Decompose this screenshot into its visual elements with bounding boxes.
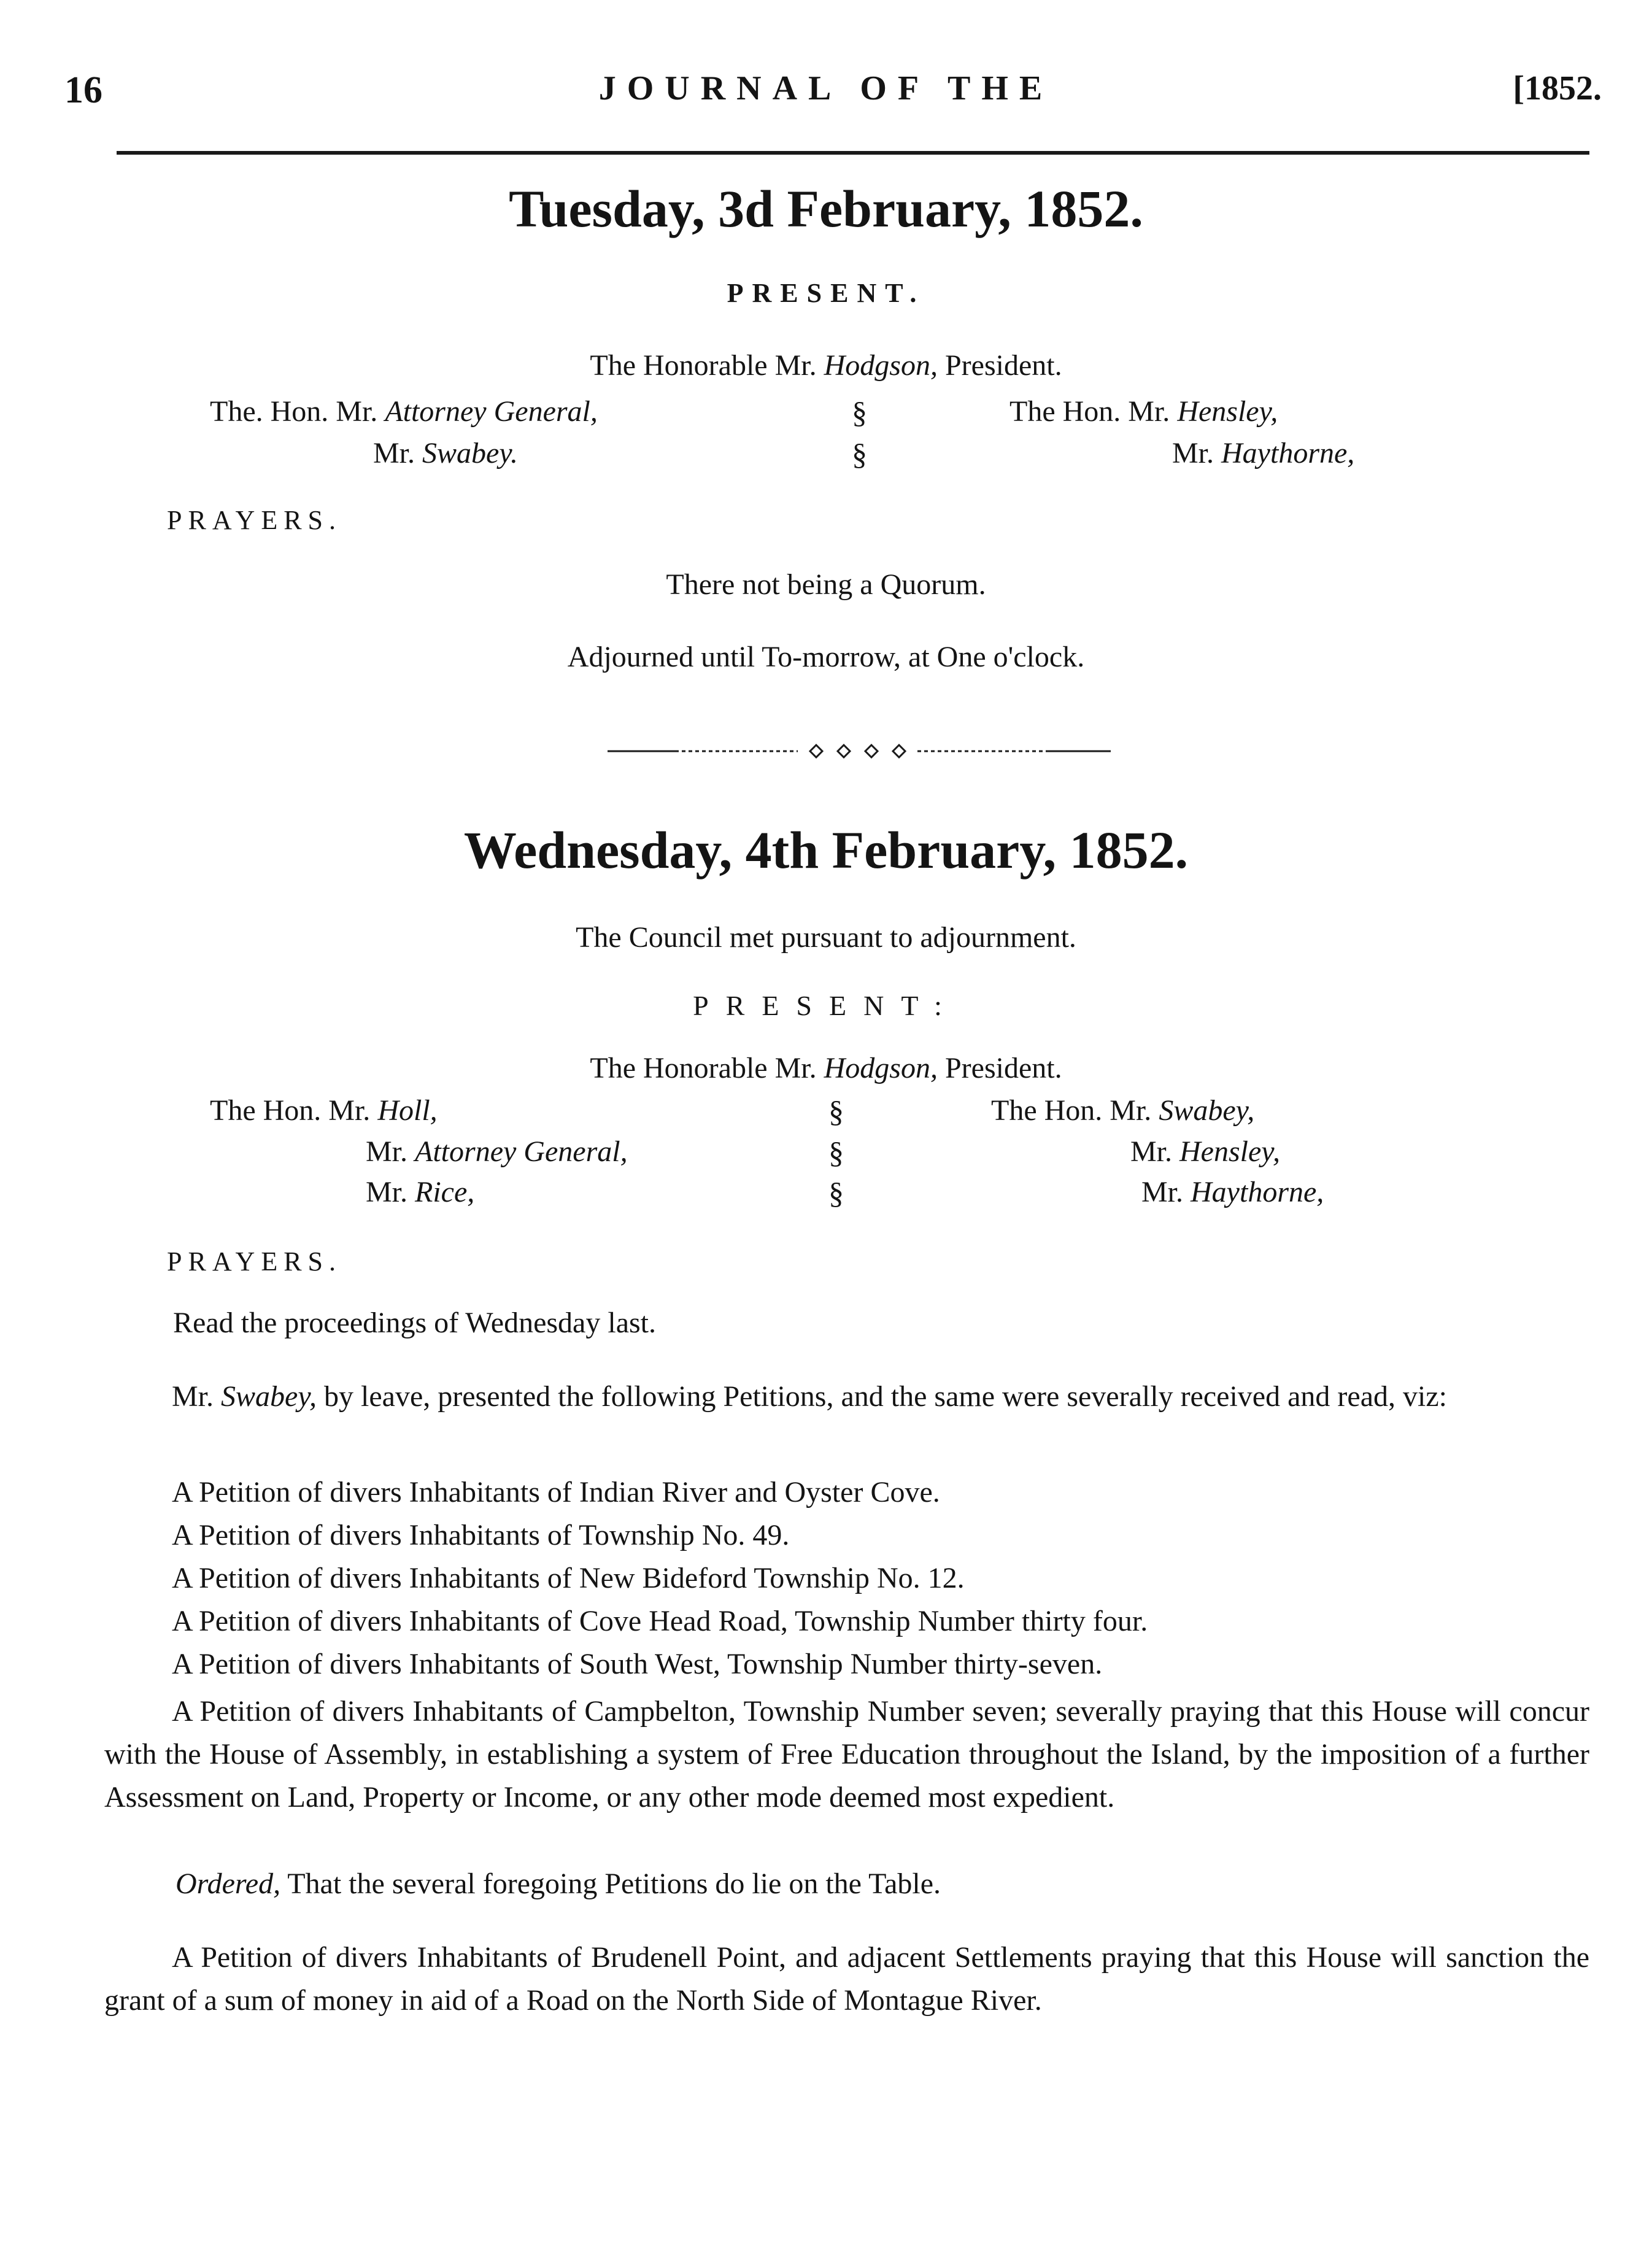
petition-item: A Petition of divers Inhabitants of Indian River and Oyster Cove. [172,1476,940,1508]
member-name: Rice, [415,1176,475,1208]
member-prefix: The. Hon. Mr. [210,395,378,428]
header-rule [117,151,1589,155]
ornament-divider [608,744,1111,759]
member-name: Swabey. [422,437,518,469]
meeting2-member-right-3 [1141,1175,1324,1209]
president-title: President. [944,1052,1062,1084]
swabey-mr: Mr. [172,1380,214,1413]
member-prefix: The Hon. Mr. [210,1094,371,1127]
ordered-line [176,1867,941,1901]
member-prefix: Mr. [1130,1135,1173,1168]
ordered-rest: That the several foregoing Petitions do lie on the Table. [287,1868,941,1900]
swabey-paragraph [104,1375,1589,1418]
petition-item: A Petition of divers Inhabitants of New Bideford Township No. 12. [172,1562,965,1594]
campbelton-paragraph [104,1690,1589,1819]
ordered-word: Ordered, [176,1868,281,1900]
swabey-rest: by leave, presented the following Petitions, and the same were severally received and read, viz: [324,1380,1447,1413]
meeting1-quorum: There not being a Quorum. [666,568,986,601]
meeting1-prayers: PRAYERS. [167,505,342,535]
member-prefix: Mr. [366,1135,408,1168]
member-name: Hensley, [1179,1135,1280,1168]
meeting2-president-line [0,1051,1652,1085]
meeting2-present-label: PRESENT: [693,990,959,1021]
member-prefix: Mr. [366,1176,408,1208]
swabey-name: Swabey, [221,1380,317,1413]
president-name: Hodgson, [824,349,938,382]
section-mark: § [828,1176,844,1210]
meeting1-member-left-1 [210,395,598,428]
member-name: Swabey, [1159,1094,1255,1127]
meeting2-date: Wednesday, 4th February, 1852. [463,821,1189,879]
meeting2-read: Read the proceedings of Wednesday last. [173,1307,657,1339]
petition-item: A Petition of divers Inhabitants of Cove Head Road, Township Number thirty four. [172,1605,1148,1637]
president-prefix: The Honorable Mr. [590,1052,817,1084]
meeting1-president-line [0,349,1652,382]
member-name: Attorney General, [415,1135,628,1168]
section-mark: § [828,1094,844,1129]
section-mark: § [852,437,867,471]
petition-item: A Petition of divers Inhabitants of South West, Township Number thirty-seven. [172,1648,1103,1680]
meeting1-member-right-1 [1009,395,1278,428]
meeting2-met: The Council met pursuant to adjournment. [576,921,1076,954]
president-title: President. [944,349,1062,382]
brudenell-text: A Petition of divers Inhabitants of Brudenell Point, and adjacent Settlements praying that this House will sanction the grant of a sum of money in aid of a Road on the North Side of Montague River. [104,1941,1589,2017]
member-prefix: The Hon. Mr. [1009,395,1170,428]
meeting1-member-left-2 [373,436,518,470]
page-number: 16 [64,69,102,111]
member-prefix: Mr. [373,437,415,469]
member-name: Attorney General, [385,395,598,428]
section-mark: § [852,395,867,430]
member-name: Hensley, [1177,395,1278,428]
president-name: Hodgson, [824,1052,938,1084]
meeting2-member-left-3 [366,1175,474,1209]
member-name: Holl, [377,1094,438,1127]
member-name: Haythorne, [1221,437,1355,469]
member-name: Haythorne, [1191,1176,1324,1208]
meeting2-member-left-2 [366,1135,628,1168]
meeting1-adjourned: Adjourned until To-morrow, at One o'clock. [567,641,1085,673]
section-mark: § [828,1135,844,1170]
member-prefix: The Hon. Mr. [991,1094,1152,1127]
running-header [0,50,1652,118]
member-prefix: Mr. [1141,1176,1184,1208]
meeting2-prayers: PRAYERS. [167,1246,342,1277]
brudenell-paragraph [104,1936,1589,2022]
running-title: JOURNAL OF THE [598,69,1054,107]
campbelton-text: A Petition of divers Inhabitants of Campbelton, Township Number seven; severally praying that this House will concur with the House of Assembly, in establishing a system of Free Education throughout the Island, by the imposition of a further Assessment on Land, Property or Income, or any other mode deemed most expedient. [104,1695,1589,1813]
meeting1-present-label: PRESENT. [727,278,925,308]
president-prefix: The Honorable Mr. [590,349,817,382]
header-year: [1852. [1513,69,1602,107]
meeting2-member-left-1 [210,1094,438,1127]
meeting2-member-right-1 [991,1094,1254,1127]
meeting2-member-right-2 [1130,1135,1280,1168]
meeting1-member-right-2 [1172,436,1354,470]
petition-item: A Petition of divers Inhabitants of Township No. 49. [172,1519,790,1551]
member-prefix: Mr. [1172,437,1214,469]
meeting1-date: Tuesday, 3d February, 1852. [509,179,1143,238]
